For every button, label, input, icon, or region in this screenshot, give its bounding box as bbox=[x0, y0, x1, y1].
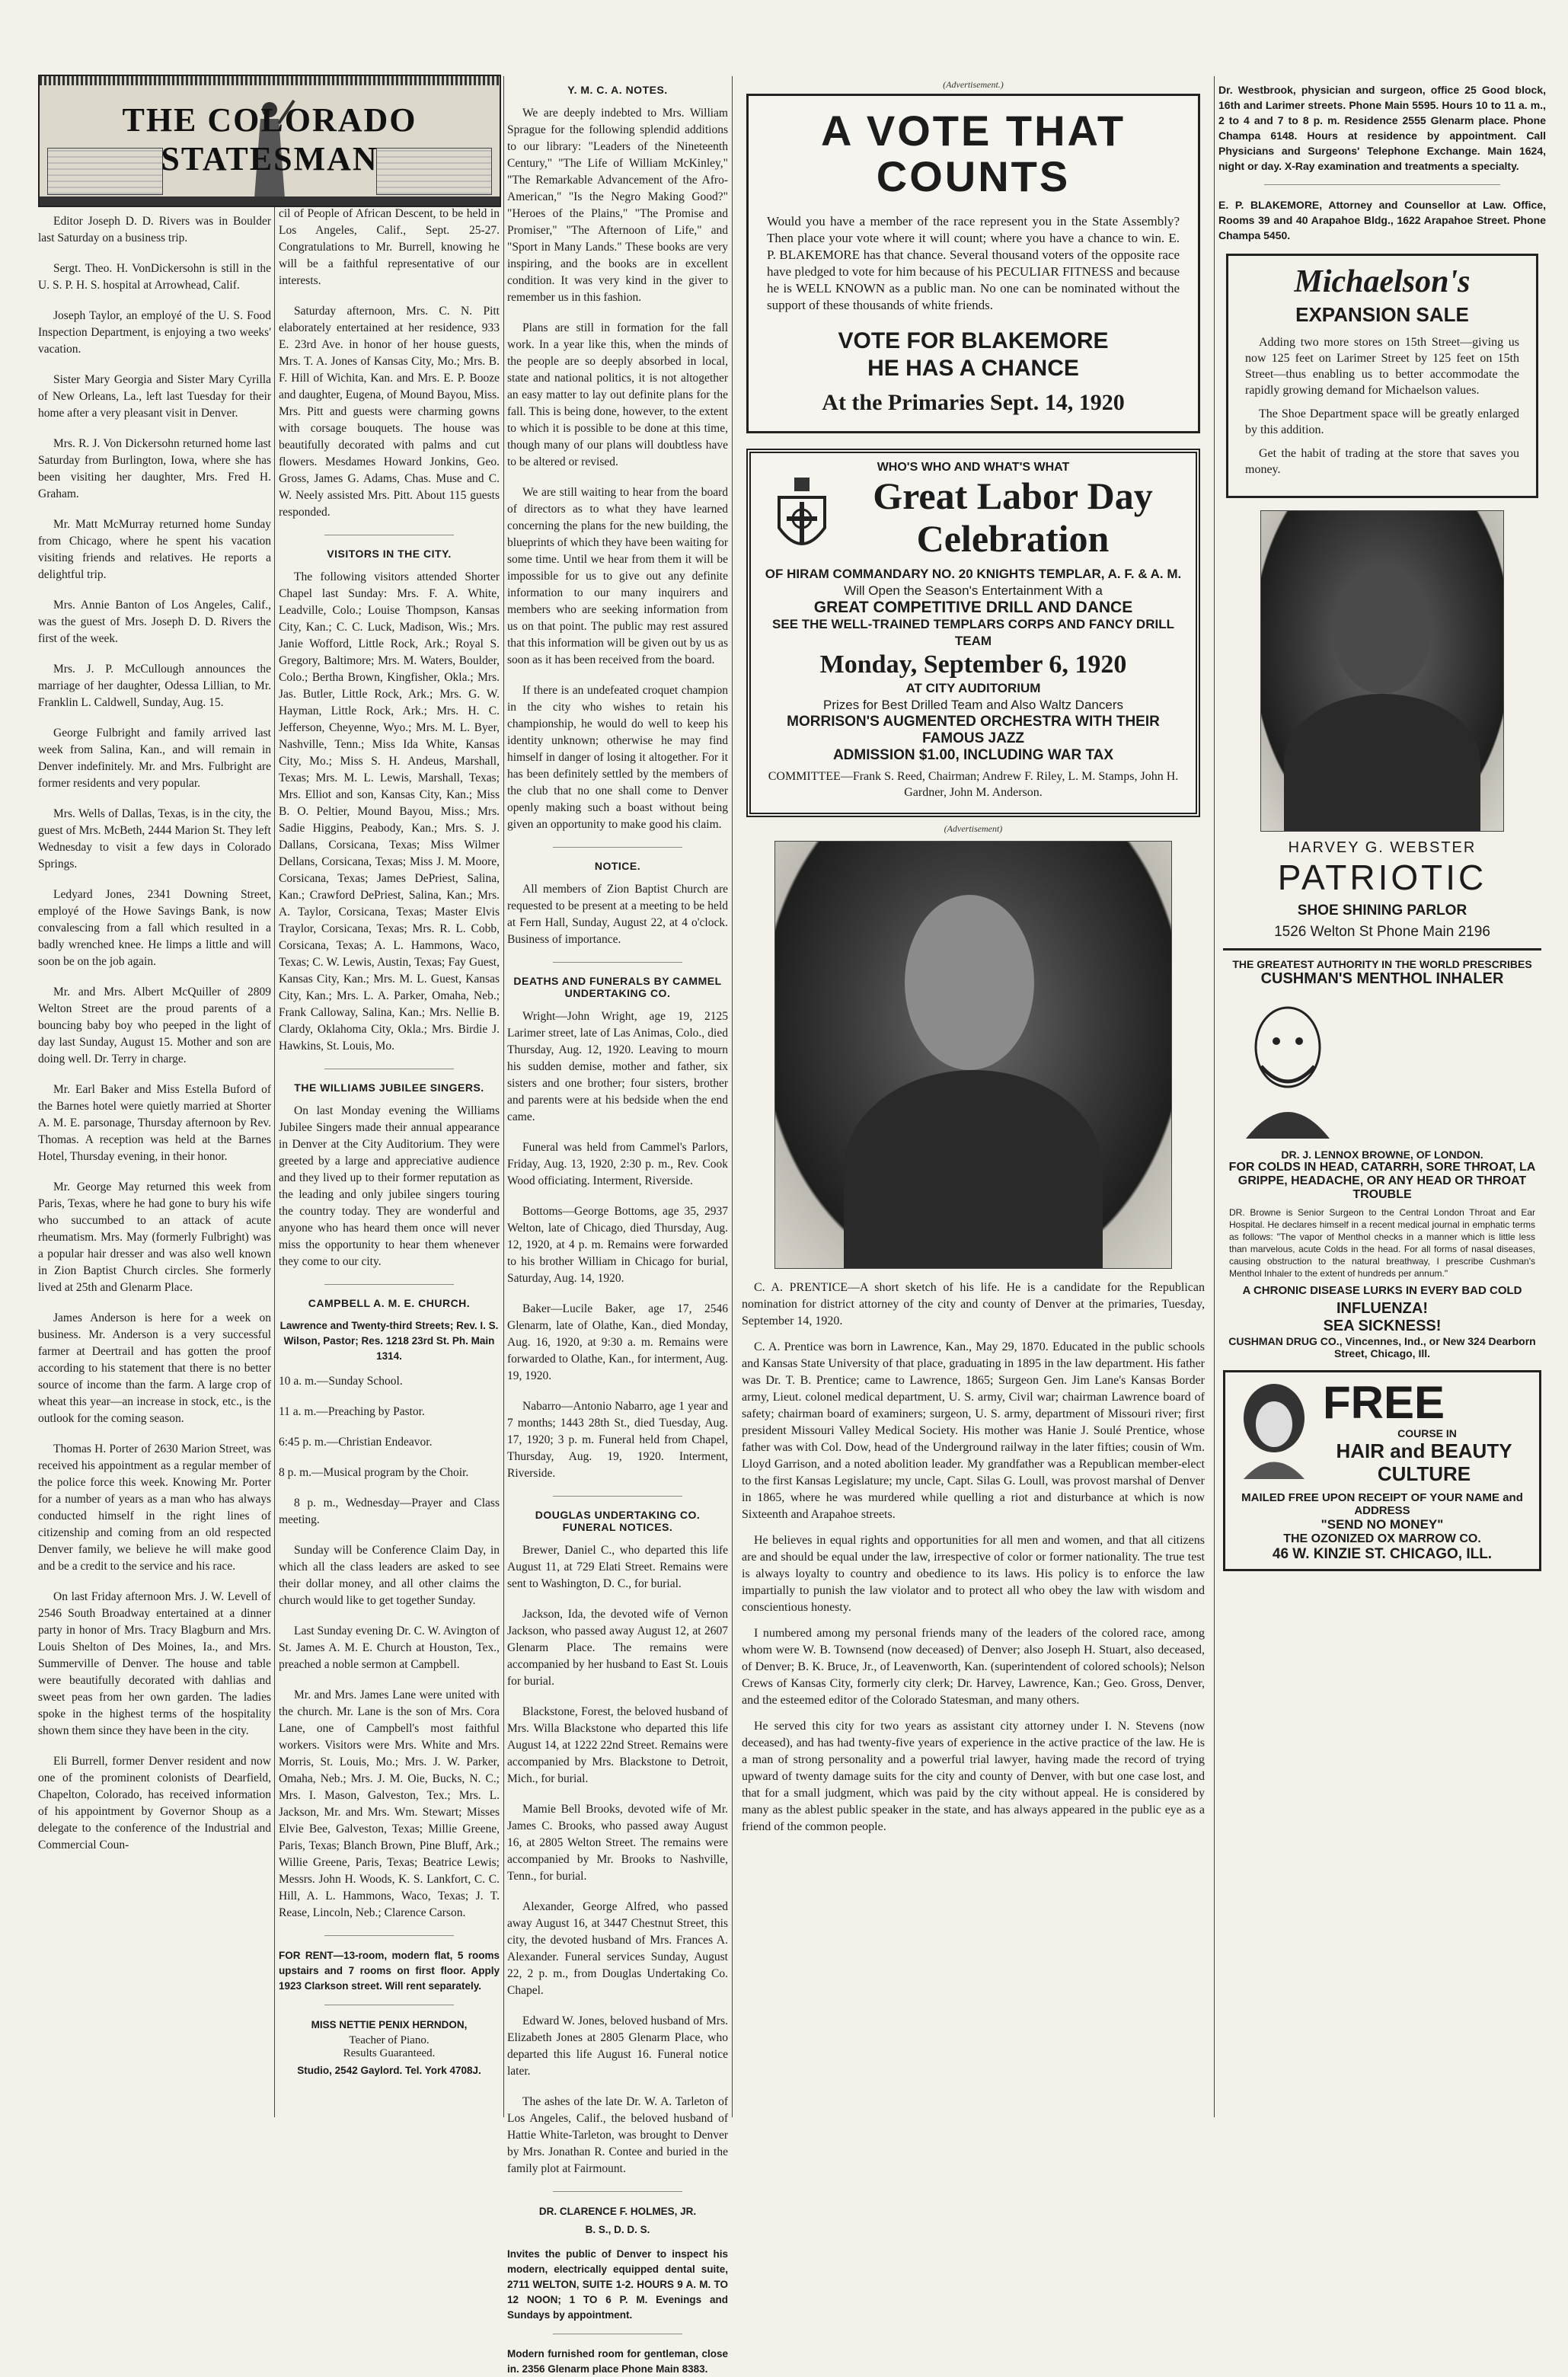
vote-ad-line1: VOTE FOR BLAKEMORE bbox=[838, 328, 1109, 353]
labor-place: AT CITY AUDITORIUM bbox=[905, 681, 1041, 695]
news-item: Thomas H. Porter of 2630 Marion Street, was received his appointment as a regular member of the police force this week. Knowing Mr. Porter for a number of years as a man who has always conducted himself in the right lines of citizenship and coming from an old respected Denver family, we believe he will make good and be a credit to the service and his race. bbox=[38, 1442, 271, 1573]
masthead bbox=[38, 75, 501, 207]
news-item: Sergt. Theo. H. VonDickersohn is still in the U. S. P. H. S. hospital at Arrowhead, Calif. bbox=[38, 262, 271, 292]
ame-wednesday: 8 p. m., Wednesday—Prayer and Class meeting. bbox=[279, 1497, 500, 1526]
schedule-item: 11 a. m.—Preaching by Pastor. bbox=[279, 1405, 425, 1418]
prentice-paragraph: He believes in equal rights and opportunities for all men and women, and that all citizens are and should be equal under the law, irrespective of color or former nationality. The true test is always loyalty to country and obedience to its laws. His policy is to enforce the law impartially to punish the law violator and to protect all who obey the law with wisdom and conscientious honesty. bbox=[742, 1534, 1205, 1614]
free-send: "SEND NO MONEY" bbox=[1321, 1517, 1444, 1532]
column-local-news bbox=[38, 213, 271, 2254]
free-beauty-course-ad bbox=[1223, 1370, 1541, 1571]
column-rule bbox=[503, 76, 504, 2117]
vote-ad-title: A VOTE THAT COUNTS bbox=[820, 107, 1126, 200]
labor-by: OF HIRAM COMMANDARY NO. 20 KNIGHTS TEMPLAR, A. F. & A. M. bbox=[765, 567, 1182, 581]
funeral-notice: Brewer, Daniel C., who departed this life August 11, at 729 Elati Street. Remains were sent to Washington, D. C., for burial. bbox=[507, 1544, 728, 1590]
pitt-paragraph: Saturday afternoon, Mrs. C. N. Pitt elaborately entertained at her residence, 933 E. 23rd Ave. in honor of her house guests, Mrs. T. A. Jones of Kansas City, Mo.; Mrs. B. F. Hill of Wichita, Kan. and Mrs. E. P. Booze and daughter, Eugena, of Mound Bayou, Miss. Mrs. Pitt and guests were charming gowns with corsage bouquets. The house was beautifully decorated with palms and cut flowers. Mesdames Howard Jonkins, Geo. Gross, James G. Adams, Chas. Muse and C. W. Neely assisted Mrs. Pitt. About 115 guests responded. bbox=[279, 305, 500, 519]
news-item: On last Friday afternoon Mrs. J. W. Levell of 2546 South Broadway entertained at a dinner party in honor of Mrs. Tracy Blagburn and Mrs. Louis Shelton of Des Moines, Ia., and Mrs. Summerville of Denver. The house and table were beautifully decorated with dahlias and sweet peas from her own garden. The ladies spoke in the highest terms of the hospitality shown them since they have been in the city. bbox=[38, 1590, 271, 1737]
labor-prizes: Prizes for Best Drilled Team and Also Waltz Dancers bbox=[823, 698, 1123, 712]
knights-templar-emblem-icon bbox=[768, 474, 836, 566]
cushman-doctor: DR. J. LENNOX BROWNE, OF LONDON. bbox=[1281, 1149, 1483, 1161]
vote-ad-line2: HE HAS A CHANCE bbox=[867, 356, 1079, 381]
cushman-seasickness: SEA SICKNESS! bbox=[1323, 1318, 1442, 1334]
webster-address: 1526 Welton St Phone Main 2196 bbox=[1274, 924, 1490, 940]
deaths-list bbox=[507, 1008, 728, 1482]
michaelsons-text: Get the habit of trading at the store that saves you money. bbox=[1245, 447, 1519, 476]
column-advertisements bbox=[737, 76, 1209, 2117]
funeral-notice: Alexander, George Alfred, who passed away August 16, at 3447 Chestnut Street, this city, the devoted husband of Mrs. Frances A. Alexander. Funeral services Sunday, August 22, 2 p. m., from Douglas Undertaking Co. Chapel. bbox=[507, 1900, 728, 1997]
cushman-authority: THE GREATEST AUTHORITY IN THE WORLD PRESCRIBES bbox=[1232, 958, 1532, 970]
ymca-paragraph: Plans are still in formation for the fall work. In a year like this, when the minds of the people are so deeply absorbed in local, state and national politics, it is not altogether an easy matter to lay out definite plans for the fall. This is being done, however, to the extent to which it is possible to be done at this time, though many of our plans will doubtless have to be altered or revised. bbox=[507, 321, 728, 468]
herndon-name: MISS NETTIE PENIX HERNDON, bbox=[311, 2019, 468, 2030]
ame-schedule bbox=[279, 1373, 500, 1481]
news-item: Mrs. R. J. Von Dickersohn returned home last Saturday from Burlington, Iowa, where she has been visiting her daughter, Mrs. Fred H. Graham. bbox=[38, 437, 271, 500]
labor-orchestra: MORRISON'S AUGMENTED ORCHESTRA WITH THEIR FAMOUS JAZZ bbox=[787, 714, 1160, 746]
death-notice: Nabarro—Antonio Nabarro, age 1 year and 7 months; 1443 28th St., died Tuesday, Aug. 17, 1920; 3 p. m. Funeral held from Chapel, Thursday, Aug. 19, 1920. Interment, Riverside. bbox=[507, 1400, 728, 1480]
ame-last-sunday: Last Sunday evening Dr. C. W. Avington of St. James A. M. E. Church at Houston, Tex., preached a noble sermon at Campbell. bbox=[279, 1625, 500, 1671]
blakemore-card: E. P. BLAKEMORE, Attorney and Counsellor at Law. Office, Rooms 39 and 40 Arapahoe Bldg., 1622 Arapahoe Street. Phone Champa 5450. bbox=[1218, 199, 1546, 241]
schedule-item: 10 a. m.—Sunday School. bbox=[279, 1375, 403, 1388]
westbrook-card: Dr. Westbrook, physician and surgeon, office 25 Good block, 16th and Larimer streets. Phone Main 5595. Hours 10 to 11 a. m., 2 to 4 and 7 to 8 p. m. Residence 2555 Glenarm place. Phone Champa 6148. Hours at residence by appointment. Call Physicians and Surgeons' Telephone Exchange. Main 1624, night or day. X-Ray examination and treatments a specialty. bbox=[1218, 84, 1546, 172]
column-rule bbox=[732, 76, 733, 2117]
funeral-notice: Mamie Bell Brooks, devoted wife of Mr. James C. Brooks, who passed away August 16, at 2805 Welton Street. The remains were accompanied by Mr. Brooks to Nashville, Tenn., for burial. bbox=[507, 1803, 728, 1883]
vote-ad-line3: At the Primaries Sept. 14, 1920 bbox=[822, 390, 1125, 415]
herndon-results: Results Guaranteed. bbox=[343, 2047, 436, 2059]
death-notice: Bottoms—George Bottoms, age 35, 2937 Welton, late of Chicago, died Thursday, Aug. 12, 1920, at 4 p. m. Remains were forwarded to his brother William in Chicago for burial, Saturday, Aug. 14, 1920. bbox=[507, 1205, 728, 1285]
news-item: Mrs. Annie Banton of Los Angeles, Calif., was the guest of Mrs. Joseph D. D. Rivers the first of the week. bbox=[38, 599, 271, 645]
labor-committee: COMMITTEE—Frank S. Reed, Chairman; Andrew F. Riley, L. M. Stamps, John H. Gardner, John M. Anderson. bbox=[768, 770, 1179, 799]
death-notice: Wright—John Wright, age 19, 2125 Larimer street, late of Las Animas, Colo., died Thursday, Aug. 12, 1920. Leaving to mourn his sudden demise, mother and father, six sisters and one brother; four sisters, brother and parents were at his bedside when the end came. bbox=[507, 1010, 728, 1123]
webster-parlor: SHOE SHINING PARLOR bbox=[1297, 903, 1467, 919]
labor-drill: GREAT COMPETITIVE DRILL AND DANCE bbox=[813, 599, 1133, 616]
herndon-role: Teacher of Piano. bbox=[349, 2034, 430, 2046]
prentice-paragraph: He served this city for two years as assistant city attorney under I. N. Stevens (now deceased), and has had twenty-five years of experience in the active practice of the law. He is a man of strong personality and a powerful trial lawyer, having made the record of trying upward of twenty damage suits for the city and county of Denver, with but one case lost, and that for a small judgment, which was paid by the city without appeal. He is considered by many as the ablest public speaker in the state, and has always appeared in the public eye as a friend of the common people. bbox=[742, 1720, 1205, 1833]
ame-heading: CAMPBELL A. M. E. CHURCH. bbox=[308, 1297, 471, 1309]
funeral-notice: Blackstone, Forest, the beloved husband of Mrs. Willa Blackstone who departed this life August 14, at 1222 22nd Street. Remains were accompanied by Mrs. Blackstone to Detroit, Mich., for burial. bbox=[507, 1705, 728, 1785]
column-rule bbox=[1214, 76, 1215, 2117]
douglas-heading: DOUGLAS UNDERTAKING CO. FUNERAL NOTICES. bbox=[535, 1509, 701, 1533]
column-business bbox=[1218, 76, 1546, 2117]
furnished-room-ad: Modern furnished room for gentleman, close in. 2356 Glenarm place Phone Main 8383. bbox=[507, 2348, 728, 2375]
deaths-heading: DEATHS AND FUNERALS BY CAMMEL UNDERTAKING CO. bbox=[513, 975, 722, 999]
labor-title: Great Labor Day Celebration bbox=[873, 474, 1153, 560]
column-society bbox=[279, 206, 500, 2117]
notice-heading: NOTICE. bbox=[594, 860, 641, 872]
labor-admission: ADMISSION $1.00, INCLUDING WAR TAX bbox=[832, 747, 1114, 763]
free-company: THE OZONIZED OX MARROW CO. bbox=[1283, 1532, 1481, 1545]
free-title: HAIR and BEAUTY CULTURE bbox=[1336, 1439, 1512, 1485]
death-notice: Funeral was held from Cammel's Parlors, Friday, Aug. 13, 1920, 2:30 p. m., Rev. Cook Wood officiating. Interment, Riverside. bbox=[507, 1141, 728, 1187]
ad-label: (Advertisement) bbox=[944, 823, 1003, 834]
visitors-list: The following visitors attended Shorter Chapel last Sunday: Mrs. F. A. White, Leadville, Colo.; Louise Thompson, Kansas City, Kan.; C. C. Luck, Madison, Wis.; Mrs. Janie Wofford, Little Rock, Ark.; Royal S. Gregory, Baltimore; Mrs. M. Waters, Boulder, Colo.; Bertha Brown, Kingfisher, Okla.; Mrs. Jas. Butler, Little Rock, Ark.; Mrs. G. W. Hayman, Little Rock, Ark.; Mrs. H. C. Jefferson, Cheyenne, Wyo.; Mrs. M. L. Byer, Nashville, Tenn.; Miss Ida White, Kansas City, Mo.; Miss S. H. Andeus, Marshall, Texas; Mrs. M. L. Lewis, Marshall, Texas; Mrs. Elliot and son, Kansas City, Kan.; Miss B. O. Peltier, Mound Bayou, Miss.; Mrs. Sadie Higgins, Peabody, Kan.; Mrs. S. J. Dallans, Corsicana, Texas; Miss Wilmer Dellans, Corsicana, Texas; Miss J. M. Moore, Corsicana, Texas; James DePriest, Salina, Kan.; Crawford DePriest, Salina, Kan.; Mrs. A. Taylor, Corsicana, Texas; Master Elvis Traylor, Corsicana, Texas; Mrs. R. L. Cobb, Corsicana, Texas; A. L. Hammons, Waco, Texas; C. W. Lewis, Austin, Texas; Fay Guest, Kansas City, Kan.; Mrs. M. L. Guest, Kansas City, Kan.; Mrs. L. A. Parker, Omaha, Neb.; Frank Calloway, Salina, Kan.; Mrs. Nellie B. Clardy, Oklahoma City, Okla.; Mrs. Birdie J. Hawkins, St. Louis, Mo. bbox=[279, 570, 500, 1053]
cushman-for: FOR COLDS IN HEAD, CATARRH, SORE THROAT, LA GRIPPE, HEADACHE, OR ANY HEAD OR THROAT TROUBLE bbox=[1228, 1161, 1536, 1201]
news-item: Eli Burrell, former Denver resident and now one of the prominent colonists of Dearfield, Chapelton, Colorado, has received information of his appointment by Governor Shoup as a delegate to the conference of the Industrial and Commercial Coun- bbox=[38, 1755, 271, 1851]
webster-patriotic: PATRIOTIC bbox=[1277, 858, 1487, 897]
ame-subheading: Lawrence and Twenty-third Streets; Rev. I. S. Wilson, Pastor; Res. 1218 23rd St. Ph. Main 1314. bbox=[279, 1320, 499, 1362]
cushman-inhaler-ad bbox=[1223, 948, 1541, 1359]
funeral-notice: Jackson, Ida, the devoted wife of Vernon Jackson, who passed away August 12, at 2607 Glenarm Place. The remains were accompanied by her husband to East St. Louis for burial. bbox=[507, 1608, 728, 1688]
funeral-notice: The ashes of the late Dr. W. A. Tarleton of Los Angeles, Calif., the beloved husband of Hattie White-Tarleton, was brought to Denver by Mrs. Jonathan R. Contee and buried in the family plot at Fairmount. bbox=[507, 2095, 728, 2175]
news-item: George Fulbright and family arrived last week from Salina, Kan., and will remain in Denver indefinitely. Mr. and Mrs. Fulbright are former residents and very popular. bbox=[38, 727, 271, 790]
news-item: Joseph Taylor, an employé of the U. S. Food Inspection Department, is enjoying a two weeks' vacation. bbox=[38, 309, 271, 356]
news-item: Mr. Matt McMurray returned home Sunday from Chicago, where he spent his vacation visiting friends and relatives. He reports a delightful trip. bbox=[38, 518, 271, 581]
funeral-notice: Edward W. Jones, beloved husband of Mrs. Elizabeth Jones at 2805 Glenarm Place, who departed this life August 16. Funeral notice later. bbox=[507, 2014, 728, 2078]
ymca-paragraph: We are still waiting to hear from the board of directors as to what they have learned concerning the plans for the new building, the blueprints of which they have been waiting for some time. Until we hear from them it will be impossible for us to give out any definite information to our many inquirers and members who are seeking information from us on that point. The public may rest assured that this information will be given out by us as soon as it has been received from the board. bbox=[507, 486, 728, 666]
labor-open: Will Open the Season's Entertainment With a bbox=[844, 583, 1103, 598]
webster-name: HARVEY G. WEBSTER bbox=[1288, 839, 1477, 856]
jubilee-text: On last Monday evening the Williams Jubilee Singers made their annual appearance in Denver at the City Auditorium. They were greeted by a large and appreciative audience and they lived up to their former reputation as the leading and only jubilee singers touring the country today. They are wonderful and anyone who has heard them once will never miss the opportunity to hear them whenever they come to our city. bbox=[279, 1104, 500, 1268]
ymca-paragraph: If there is an undefeated croquet champion in the city who wishes to retain his championship, he would do well to keep his identity unknown; otherwise he may find himself in danger of losing it altogether. For it has been definitely settled by the members of the club that no one shall come to Denver openly making such a boast without being given an opportunity to make good his claim. bbox=[507, 684, 728, 831]
cushman-drug-co: CUSHMAN DRUG CO., Vincennes, Ind., or New 324 Dearborn Street, Chicago, Ill. bbox=[1228, 1335, 1536, 1359]
free-heading: FREE bbox=[1323, 1377, 1445, 1428]
cushman-banner: A CHRONIC DISEASE LURKS IN EVERY BAD COLD bbox=[1242, 1284, 1522, 1297]
vote-ad-body: Would you have a member of the race represent you in the State Assembly? Then place your vote where it will count; where you have a chance to win. E. P. BLAKEMORE has that chance. Several thousand voters of the opposite race have pledged to vote for him because of his PECULIAR FITNESS and because he is WELL KNOWN as a public man. No one can be nominated without the support of these thousands of white friends. bbox=[767, 214, 1180, 312]
doctor-portrait-icon bbox=[1223, 994, 1352, 1139]
news-item: Sister Mary Georgia and Sister Mary Cyrilla of New Orleans, La., left last Tuesday for their home after a very pleasant visit in Denver. bbox=[38, 373, 271, 420]
webster-portrait bbox=[1260, 510, 1504, 832]
masthead-title: THE COLORADO STATESMAN bbox=[122, 101, 417, 177]
news-item: Editor Joseph D. D. Rivers was in Boulder last Saturday on a business trip. bbox=[38, 215, 271, 244]
vote-blakemore-ad bbox=[746, 94, 1200, 433]
ame-lane: Mr. and Mrs. James Lane were united with the church. Mr. Lane is the son of Mrs. Cora Lane, one of Campbell's most faithful workers. Visitors were Mrs. White and Mrs. Morris, St. Louis, Mo.; Mrs. J. W. Parker, Omaha, Neb.; Mrs. J. M. Oie, Bucks, N. C.; Mrs. I. Mason, Galveston, Tex.; Mrs. L. Jackson, Mr. and Mrs. Wm. Stewart; Misses Elvie Bee, Galveston, Texas; Millie Greene, Paris, Texas; Blanch Brown, Pine Bluff, Ark.; Willie Greene, Paris, Texas; Beatrice Lewis; Messrs. John H. Woods, K. S. Lankfort, C. C. Hill, A. L. Hammons, Waco, Texas; J. T. Rease, Lincoln, Neb.; Clarence Carson. bbox=[279, 1689, 500, 1919]
labor-day-ad bbox=[746, 449, 1200, 817]
labor-see: SEE THE WELL-TRAINED TEMPLARS CORPS AND FANCY DRILL TEAM bbox=[772, 617, 1174, 648]
free-address: 46 W. KINZIE ST. CHICAGO, ILL. bbox=[1272, 1546, 1493, 1562]
ymca-heading: Y. M. C. A. NOTES. bbox=[567, 84, 668, 96]
labor-date: Monday, September 6, 1920 bbox=[819, 650, 1127, 679]
death-notice: Baker—Lucile Baker, age 17, 2546 Glenarm, late of Olathe, Kan., died Monday, Aug. 16, 1920, at 9:30 a. m. Remains were forwarded to Olathe, Kan., for interment, Aug. 19, 1920. bbox=[507, 1302, 728, 1382]
holmes-text: Invites the public of Denver to inspect his modern, electrically equipped dental suite, 2711 WELTON, SUITE 1-2. HOURS 9 A. M. TO 12 NOON; 1 TO 6 P. M. Evenings and Sundays by appointment. bbox=[507, 2248, 728, 2321]
prentice-portrait bbox=[774, 841, 1172, 1269]
free-mailed: MAILED FREE UPON RECEIPT OF YOUR NAME and ADDRESS bbox=[1241, 1491, 1523, 1517]
herndon-address: Studio, 2542 Gaylord. Tel. York 4708J. bbox=[297, 2065, 481, 2076]
jubilee-heading: THE WILLIAMS JUBILEE SINGERS. bbox=[294, 1081, 484, 1094]
ad-label: (Advertisement.) bbox=[943, 79, 1004, 90]
news-item: Ledyard Jones, 2341 Downing Street, employé of the Howe Savings Bank, is now convalescing from a fall which resulted in a badly wrenched knee. He limps a little and will soon be on the job again. bbox=[38, 888, 271, 968]
michaelsons-sale: EXPANSION SALE bbox=[1295, 303, 1469, 326]
holmes-title: B. S., D. D. S. bbox=[585, 2224, 650, 2235]
news-item: Mr. George May returned this week from Paris, Texas, where he had gone to bury his wife who succumbed to an attack of acute rheumatism. Mrs. May (formerly Fulbright) was a popular hair dresser and was also well known in Zion Baptist Church circles. She formerly lived at 25th and Glenarm Place. bbox=[38, 1181, 271, 1294]
news-item: James Anderson is here for a week on business. Mr. Anderson is a very successful farmer at Deertrail and has gotten the proof according to his statement that there is no better source of income than the farm. A large crop of wheat this year—an increase in stock, etc., is the outlook for the coming season. bbox=[38, 1312, 271, 1425]
douglas-list bbox=[507, 1542, 728, 2177]
cushman-influenza: INFLUENZA! bbox=[1336, 1300, 1428, 1317]
cushman-body: DR. Browne is Senior Surgeon to the Central London Throat and Ear Hospital. He declares himself in a recent medical journal in emphatic terms as follows: "The vapor of Menthol checks in a manner which is little less than marvelous, acute Colds in the head. For all forms of nasal diseases, causing obstruction to the natural breathway, I prescribe Cushman's Menthol Inhaler to the extent of hundreds per annum." bbox=[1229, 1207, 1535, 1279]
michaelsons-text: Adding two more stores on 15th Street—giving us now 125 feet on Larimer Street by 125 feet on 15th Street—thus enabling us to better accommodate the rapidly growing demand for Michaelson values. bbox=[1245, 336, 1519, 397]
notice-text: All members of Zion Baptist Church are requested to be present at a meeting to be held at Fern Hall, Sunday, August 22, at 4 o'clock. Business of importance. bbox=[507, 883, 728, 946]
free-course: COURSE IN bbox=[1397, 1427, 1457, 1439]
woman-portrait-icon bbox=[1236, 1380, 1312, 1479]
michaelsons-text: The Shoe Department space will be greatly enlarged by this addition. bbox=[1245, 407, 1519, 436]
ame-conference: Sunday will be Conference Claim Day, in which all the class leaders are asked to see their dollar money, and all other claims the church would like to get together Sunday. bbox=[279, 1544, 500, 1607]
prentice-paragraph: I numbered among my personal friends many of the leaders of the colored race, among whom were W. B. Townsend (now deceased) of Denver; also Joseph H. Stuart, also deceased, of Denver; B. K. Bruce, Jr., of Leavenworth, Kan. (superintendent of colored schools); Nelson Crews of Kansas City, formerly city clerk; Dr. Harvey, Lawrence, Kan.; Geo. Gross, Denver, and the esteemed editor of the Colorado Statesman, and many others. bbox=[742, 1627, 1205, 1707]
column-notes bbox=[507, 76, 728, 2375]
schedule-item: 8 p. m.—Musical program by the Choir. bbox=[279, 1466, 469, 1479]
for-rent-ad: FOR RENT—13-room, modern flat, 5 rooms upstairs and 7 rooms on first floor. Apply 1923 Clarkson street. Will rent separately. bbox=[279, 1950, 500, 1992]
news-item: Mr. Earl Baker and Miss Estella Buford of the Barnes hotel were quietly married at Shorter A. M. E. parsonage, Thursday afternoon by Rev. Thomas. A reception was held at the Barnes Hotel, Thursday evening, in their honor. bbox=[38, 1083, 271, 1163]
burrell-continued: cil of People of African Descent, to be held in Los Angeles, Calif., Sept. 25-27. Congratulations to Mr. Burrell, knowing he will be a faithful representative of our interests. bbox=[279, 207, 500, 287]
prentice-paragraph: C. A. Prentice was born in Lawrence, Kan., May 29, 1870. Educated in the public schools and Kansas State University of that place, graduating in 1895 in the law department. His father was Dr. T. B. Prentice; came to Lawrence, 1865; Surgeon Gen. Jim Lane's Kansas Border army, Lieut. colonel medical department, U. S. army, Civil war; chairman Lawrence board of safety; chairman board of examiners; surgeon, U. S. army, department of Missouri river; first president Missouri Valley Medical Society. His mother was Hanie J. Soulé Prentice, whose father was with Col. Dow, head of the Underground railway in the later fifties; cousin of Wm. Lloyd Garrison, and a noted abolition leader. My grandfather was a Republican member-elect to the first Kansas Legislature; my uncle, Capt. Silas G. Loull, was provost marshal of Denver in 1865, where he was murdered while quelling a riot and disturbance at which is now Sixteenth and Arapahoe streets. bbox=[742, 1340, 1205, 1521]
news-item: Mr. and Mrs. Albert McQuiller of 2809 Welton Street are the proud parents of a bouncing baby boy who peeped in the light of day last Sunday, August 15. Mother and son are doing well. Dr. Terry in charge. bbox=[38, 986, 271, 1065]
prentice-caption: C. A. PRENTICE—A short sketch of his life. He is a candidate for the Republican nomination for district attorney of the city and county of Denver at the primaries, Tuesday, September 14, 1920. bbox=[742, 1281, 1205, 1327]
michaelsons-ad bbox=[1226, 254, 1538, 498]
column-rule bbox=[274, 76, 275, 2117]
cushman-product: CUSHMAN'S MENTHOL INHALER bbox=[1260, 970, 1504, 987]
visitors-heading: VISITORS IN THE CITY. bbox=[327, 548, 452, 560]
labor-top: WHO'S WHO AND WHAT'S WHAT bbox=[877, 461, 1070, 474]
holmes-name: DR. CLARENCE F. HOLMES, JR. bbox=[538, 2206, 697, 2217]
news-item: Mrs. Wells of Dallas, Texas, is in the city, the guest of Mrs. McBeth, 2444 Marion St. They left Wednesday to visit a few days in Colorado Springs. bbox=[38, 807, 271, 871]
news-item: Mrs. J. P. McCullough announces the marriage of her daughter, Odessa Lillian, to Mr. Franklin L. Caldwell, Sunday, Aug. 15. bbox=[38, 663, 271, 709]
michaelsons-logo: Michaelson's bbox=[1294, 264, 1471, 299]
schedule-item: 6:45 p. m.—Christian Endeavor. bbox=[279, 1436, 433, 1449]
ymca-paragraph: We are deeply indebted to Mrs. William Sprague for the following splendid additions to our library: "Leaders of the Nineteenth Century," "The Life of William McKinley," "The Remarkable Advancement of the Afro-American," "Is the Negro Making Good?" "Heroes of the Plains," "The Promise and Promiser," "The Afternoon of Life," and "Sport in Many Lands." These books are very inspiring, and the books are in excellent condition. It was very kind in the giver to remember us in this fashion. bbox=[507, 107, 728, 304]
